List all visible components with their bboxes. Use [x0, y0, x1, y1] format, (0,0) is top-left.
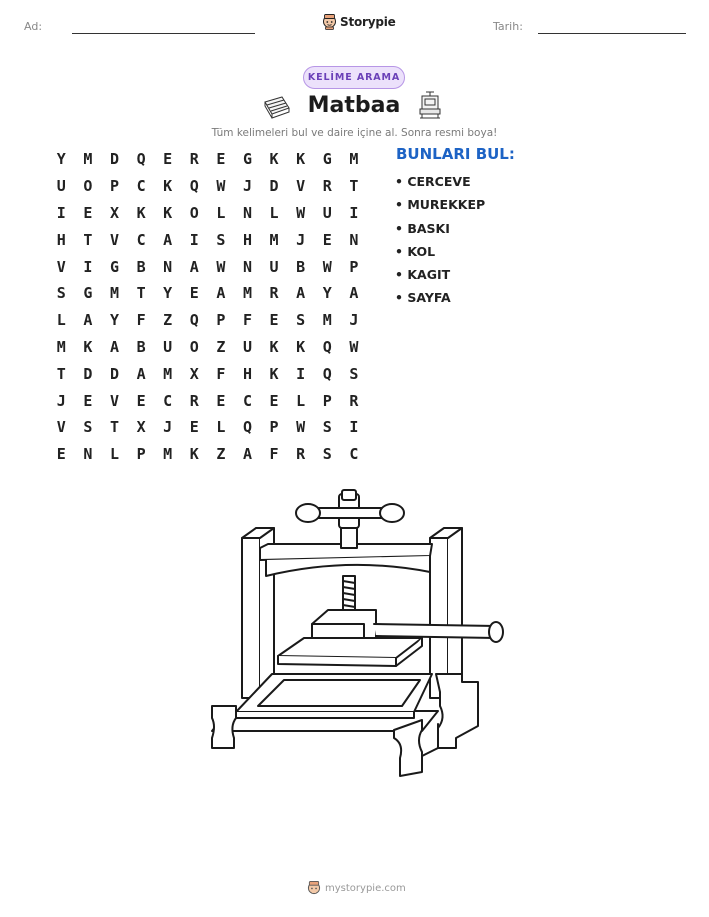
date-line[interactable] [538, 33, 686, 34]
grid-row [48, 360, 367, 387]
grid-letter[interactable]: L [269, 203, 279, 222]
storypie-footer-icon [307, 880, 321, 896]
grid-letter[interactable]: F [216, 364, 226, 383]
grid-letter[interactable]: S [296, 311, 306, 330]
activity-badge-label: KELİME ARAMA [307, 72, 401, 83]
grid-letter[interactable]: Q [136, 150, 146, 169]
grid-letter[interactable]: C [163, 391, 173, 410]
grid-letter[interactable]: Y [322, 284, 332, 303]
brand-name: Storypie [340, 14, 396, 29]
grid-letter[interactable]: U [163, 337, 173, 356]
grid-letter[interactable]: E [136, 391, 146, 410]
grid-letter[interactable]: Q [189, 177, 199, 196]
word-list-item: • CERCEVE [395, 174, 471, 189]
grid-letter[interactable]: H [56, 230, 66, 249]
name-line[interactable] [72, 33, 255, 34]
grid-letter[interactable]: P [136, 445, 146, 464]
grid-letter[interactable]: G [83, 284, 93, 303]
grid-letter[interactable]: R [189, 391, 199, 410]
grid-letter[interactable]: Y [56, 150, 66, 169]
grid-letter[interactable]: A [83, 311, 93, 330]
grid-letter[interactable]: X [189, 364, 199, 383]
grid-letter[interactable]: Q [322, 364, 332, 383]
grid-letter[interactable]: L [216, 203, 226, 222]
grid-letter[interactable]: E [216, 391, 226, 410]
type-tray-icon [262, 94, 292, 120]
grid-letter[interactable]: W [296, 418, 306, 437]
grid-letter[interactable]: A [189, 257, 199, 276]
storypie-mascot-icon [322, 13, 337, 30]
grid-letter[interactable]: A [242, 445, 252, 464]
word-list [395, 170, 485, 310]
grid-letter[interactable]: K [163, 203, 173, 222]
grid-letter[interactable]: I [349, 418, 359, 437]
grid-letter[interactable]: W [296, 203, 306, 222]
grid-letter[interactable]: I [56, 203, 66, 222]
grid-letter[interactable]: X [136, 418, 146, 437]
grid-letter[interactable]: S [83, 418, 93, 437]
grid-letter[interactable]: H [242, 364, 252, 383]
grid-letter[interactable]: B [136, 257, 146, 276]
grid-letter[interactable]: J [349, 311, 359, 330]
grid-letter[interactable]: V [109, 391, 119, 410]
grid-letter[interactable]: C [136, 230, 146, 249]
grid-letter[interactable]: M [322, 311, 332, 330]
grid-letter[interactable]: E [269, 311, 279, 330]
grid-letter[interactable]: F [269, 445, 279, 464]
grid-letter[interactable]: V [109, 230, 119, 249]
grid-letter[interactable]: E [322, 230, 332, 249]
grid-letter[interactable]: I [349, 203, 359, 222]
grid-letter[interactable]: N [163, 257, 173, 276]
grid-row [48, 200, 367, 227]
word-list-item: • SAYFA [395, 290, 451, 306]
grid-letter[interactable]: Q [322, 337, 332, 356]
grid-letter[interactable]: D [83, 364, 93, 383]
grid-letter[interactable]: Q [242, 418, 252, 437]
grid-letter[interactable]: V [56, 257, 66, 276]
grid-letter[interactable]: P [216, 311, 226, 330]
grid-letter[interactable]: N [242, 257, 252, 276]
grid-letter[interactable]: W [322, 257, 332, 276]
grid-letter[interactable]: I [83, 257, 93, 276]
grid-letter[interactable]: C [242, 391, 252, 410]
grid-row [48, 307, 367, 334]
press-machine-icon [417, 90, 443, 120]
grid-letter[interactable]: L [296, 391, 306, 410]
footer [307, 880, 406, 896]
grid-letter[interactable]: E [83, 391, 93, 410]
grid-letter[interactable]: I [296, 364, 306, 383]
grid-letter[interactable]: J [242, 177, 252, 196]
grid-letter[interactable]: K [269, 364, 279, 383]
grid-row [48, 280, 367, 307]
grid-letter[interactable]: T [136, 284, 146, 303]
grid-letter[interactable]: M [83, 150, 93, 169]
page-title: Matbaa [307, 93, 401, 118]
grid-letter[interactable]: R [189, 150, 199, 169]
grid-letter[interactable]: Z [216, 445, 226, 464]
grid-letter[interactable]: E [56, 445, 66, 464]
grid-letter[interactable]: L [56, 311, 66, 330]
grid-letter[interactable]: G [242, 150, 252, 169]
grid-letter[interactable]: E [83, 203, 93, 222]
grid-letter[interactable]: Y [109, 311, 119, 330]
grid-letter[interactable]: U [242, 337, 252, 356]
grid-letter[interactable]: U [322, 203, 332, 222]
name-label: Ad: [24, 20, 43, 33]
grid-letter[interactable]: S [216, 230, 226, 249]
grid-letter[interactable]: W [349, 337, 359, 356]
grid-letter[interactable]: T [109, 418, 119, 437]
date-label: Tarih: [493, 20, 523, 33]
grid-letter[interactable]: U [269, 257, 279, 276]
grid-letter[interactable]: J [163, 418, 173, 437]
grid-letter[interactable]: K [296, 337, 306, 356]
instructions: Tüm kelimeleri bul ve daire içine al. Sonra resmi boya! [211, 127, 498, 139]
grid-row [48, 334, 367, 361]
grid-letter[interactable]: M [163, 445, 173, 464]
grid-letter[interactable]: R [269, 284, 279, 303]
grid-letter[interactable]: A [216, 284, 226, 303]
grid-letter[interactable]: O [189, 337, 199, 356]
grid-letter[interactable]: J [56, 391, 66, 410]
grid-letter[interactable]: P [322, 391, 332, 410]
word-list-item: • KAGIT [395, 267, 451, 283]
grid-letter[interactable]: Z [216, 337, 226, 356]
grid-letter[interactable]: D [109, 364, 119, 383]
grid-letter[interactable]: S [349, 364, 359, 383]
grid-letter[interactable]: K [83, 337, 93, 356]
grid-letter[interactable]: S [322, 418, 332, 437]
grid-row [48, 253, 367, 280]
grid-letter[interactable]: B [136, 337, 146, 356]
grid-letter[interactable]: A [296, 284, 306, 303]
word-search-grid[interactable] [48, 146, 367, 468]
grid-letter[interactable]: E [189, 418, 199, 437]
grid-letter[interactable]: D [109, 150, 119, 169]
grid-letter[interactable]: R [349, 391, 359, 410]
grid-letter[interactable]: E [269, 391, 279, 410]
grid-letter[interactable]: G [109, 257, 119, 276]
grid-letter[interactable]: P [349, 257, 359, 276]
grid-letter[interactable]: U [56, 177, 66, 196]
grid-letter[interactable]: H [242, 230, 252, 249]
grid-letter[interactable]: F [242, 311, 252, 330]
word-list-item: • MUREKKEP [395, 197, 486, 213]
grid-letter[interactable]: M [163, 364, 173, 383]
grid-letter[interactable]: I [189, 230, 199, 249]
grid-row [48, 441, 367, 468]
grid-letter[interactable]: C [136, 177, 146, 196]
grid-letter[interactable]: E [189, 284, 199, 303]
grid-letter[interactable]: M [56, 337, 66, 356]
grid-letter[interactable]: L [109, 445, 119, 464]
grid-letter[interactable]: J [296, 230, 306, 249]
grid-letter[interactable]: Y [163, 284, 173, 303]
grid-letter[interactable]: L [216, 418, 226, 437]
grid-letter[interactable]: A [109, 337, 119, 356]
grid-row [48, 173, 367, 200]
grid-letter[interactable]: K [269, 150, 279, 169]
grid-letter[interactable]: S [56, 284, 66, 303]
grid-letter[interactable]: M [269, 230, 279, 249]
grid-letter[interactable]: M [109, 284, 119, 303]
grid-letter[interactable]: A [163, 230, 173, 249]
grid-row [48, 146, 367, 173]
grid-letter[interactable]: N [83, 445, 93, 464]
word-list-item: • KOL [395, 243, 436, 259]
grid-letter[interactable]: R [322, 177, 332, 196]
grid-letter[interactable]: S [322, 445, 332, 464]
grid-letter[interactable]: C [349, 445, 359, 464]
footer-url[interactable]: mystorypie.com [325, 882, 406, 894]
grid-letter[interactable]: M [242, 284, 252, 303]
grid-letter[interactable]: Z [163, 311, 173, 330]
grid-letter[interactable]: O [83, 177, 93, 196]
grid-letter[interactable]: E [163, 150, 173, 169]
grid-row [48, 387, 367, 414]
grid-letter[interactable]: P [269, 418, 279, 437]
grid-letter[interactable]: B [296, 257, 306, 276]
grid-letter[interactable]: V [56, 418, 66, 437]
grid-letter[interactable]: T [349, 177, 359, 196]
grid-letter[interactable]: F [136, 311, 146, 330]
grid-row [48, 414, 367, 441]
activity-badge [303, 66, 405, 89]
grid-letter[interactable]: W [216, 177, 226, 196]
grid-letter[interactable]: G [322, 150, 332, 169]
grid-letter[interactable]: M [349, 150, 359, 169]
grid-letter[interactable]: K [296, 150, 306, 169]
grid-letter[interactable]: N [242, 203, 252, 222]
grid-letter[interactable]: A [136, 364, 146, 383]
word-list-title: BUNLARI BUL: [396, 145, 515, 163]
grid-letter[interactable]: D [269, 177, 279, 196]
grid-letter[interactable]: A [349, 284, 359, 303]
grid-letter[interactable]: K [269, 337, 279, 356]
grid-letter[interactable]: E [216, 150, 226, 169]
grid-letter[interactable]: N [349, 230, 359, 249]
grid-letter[interactable]: K [136, 203, 146, 222]
grid-row [48, 226, 367, 253]
grid-letter[interactable]: X [109, 203, 119, 222]
grid-letter[interactable]: V [296, 177, 306, 196]
brand-logo [322, 13, 396, 30]
word-list-item: • BASKI [395, 220, 450, 236]
grid-letter[interactable]: R [296, 445, 306, 464]
grid-letter[interactable]: T [56, 364, 66, 383]
grid-letter[interactable]: P [109, 177, 119, 196]
grid-letter[interactable]: K [189, 445, 199, 464]
grid-letter[interactable]: O [189, 203, 199, 222]
grid-letter[interactable]: T [83, 230, 93, 249]
grid-letter[interactable]: K [163, 177, 173, 196]
grid-letter[interactable]: Q [189, 311, 199, 330]
grid-letter[interactable]: W [216, 257, 226, 276]
printing-press-illustration[interactable] [200, 486, 510, 782]
